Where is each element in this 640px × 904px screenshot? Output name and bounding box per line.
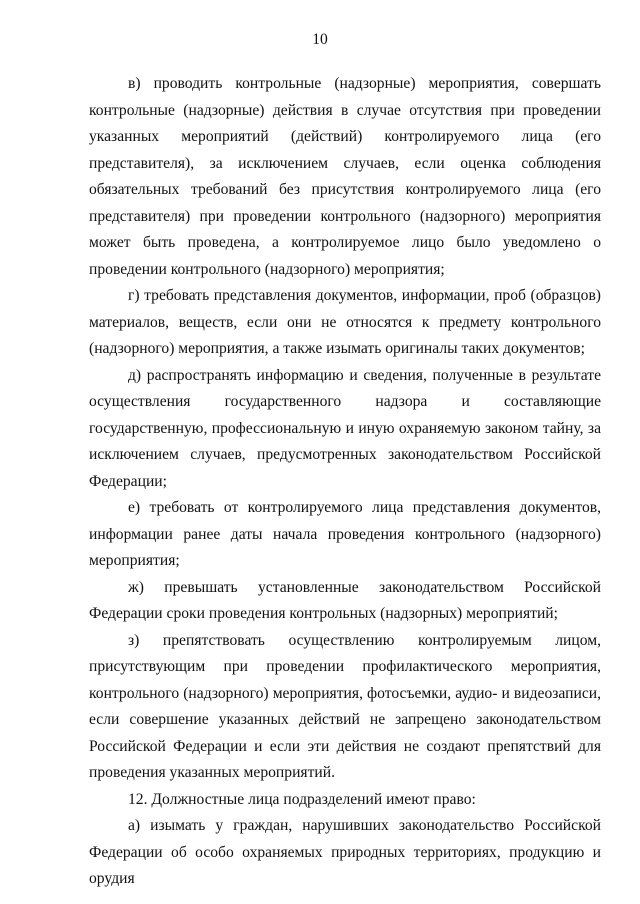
paragraph-z: з) препятствовать осуществлению контролируемым лицом, присутствующим при проведении профилактического мероприятия, контрольного (надзорного) мероприятия, фотосъемки, аудио- и видеозаписи, если совершение указанных действий не запрещено законодательством Российской Федерации и если эти действия не создают препятствий для проведения указанных мероприятий.: [89, 631, 601, 781]
paragraph-v: в) проводить контрольные (надзорные) мероприятия, совершать контрольные (надзорные) действия в случае отсутствия при проведении указанных мероприятий (действий) контролируемого лица (его представителя), за исключением случаев, если оценка соблюдения обязательных требований без присутствия контролируемого лица (его представителя) при проведении контрольного (надзорного) мероприятия может быть проведена, а контролируемое лицо было уведомлено о проведении контрольного (надзорного) мероприятия;: [89, 75, 601, 278]
paragraph-e: е) требовать от контролируемого лица представления документов, информации ранее даты начала проведения контрольного (надзорного) мероприятия;: [89, 499, 601, 569]
page-number: 10: [312, 31, 328, 48]
paragraph-d: д) распространять информацию и сведения, полученные в результате осуществления государственного надзора и составляющие государственную, профессиональную и иную охраняемую законом тайну, за исключением случаев, предусмотренных законодательством Российской Федерации;: [89, 366, 601, 490]
paragraph-g: г) требовать представления документов, информации, проб (образцов) материалов, веществ, если они не относятся к предмету контрольного (надзорного) мероприятия, а также изымать оригиналы таких документов;: [89, 287, 601, 357]
paragraph-zh: ж) превышать установленные законодательством Российской Федерации сроки проведения контрольных (надзорных) мероприятий;: [89, 578, 601, 622]
paragraph-a: а) изымать у граждан, нарушивших законодательство Российской Федерации об особо охраняемых природных территориях, продукцию и орудия: [89, 817, 601, 887]
document-body: [89, 71, 601, 893]
paragraph-12-heading: 12. Должностные лица подразделений имеют право:: [128, 790, 476, 808]
